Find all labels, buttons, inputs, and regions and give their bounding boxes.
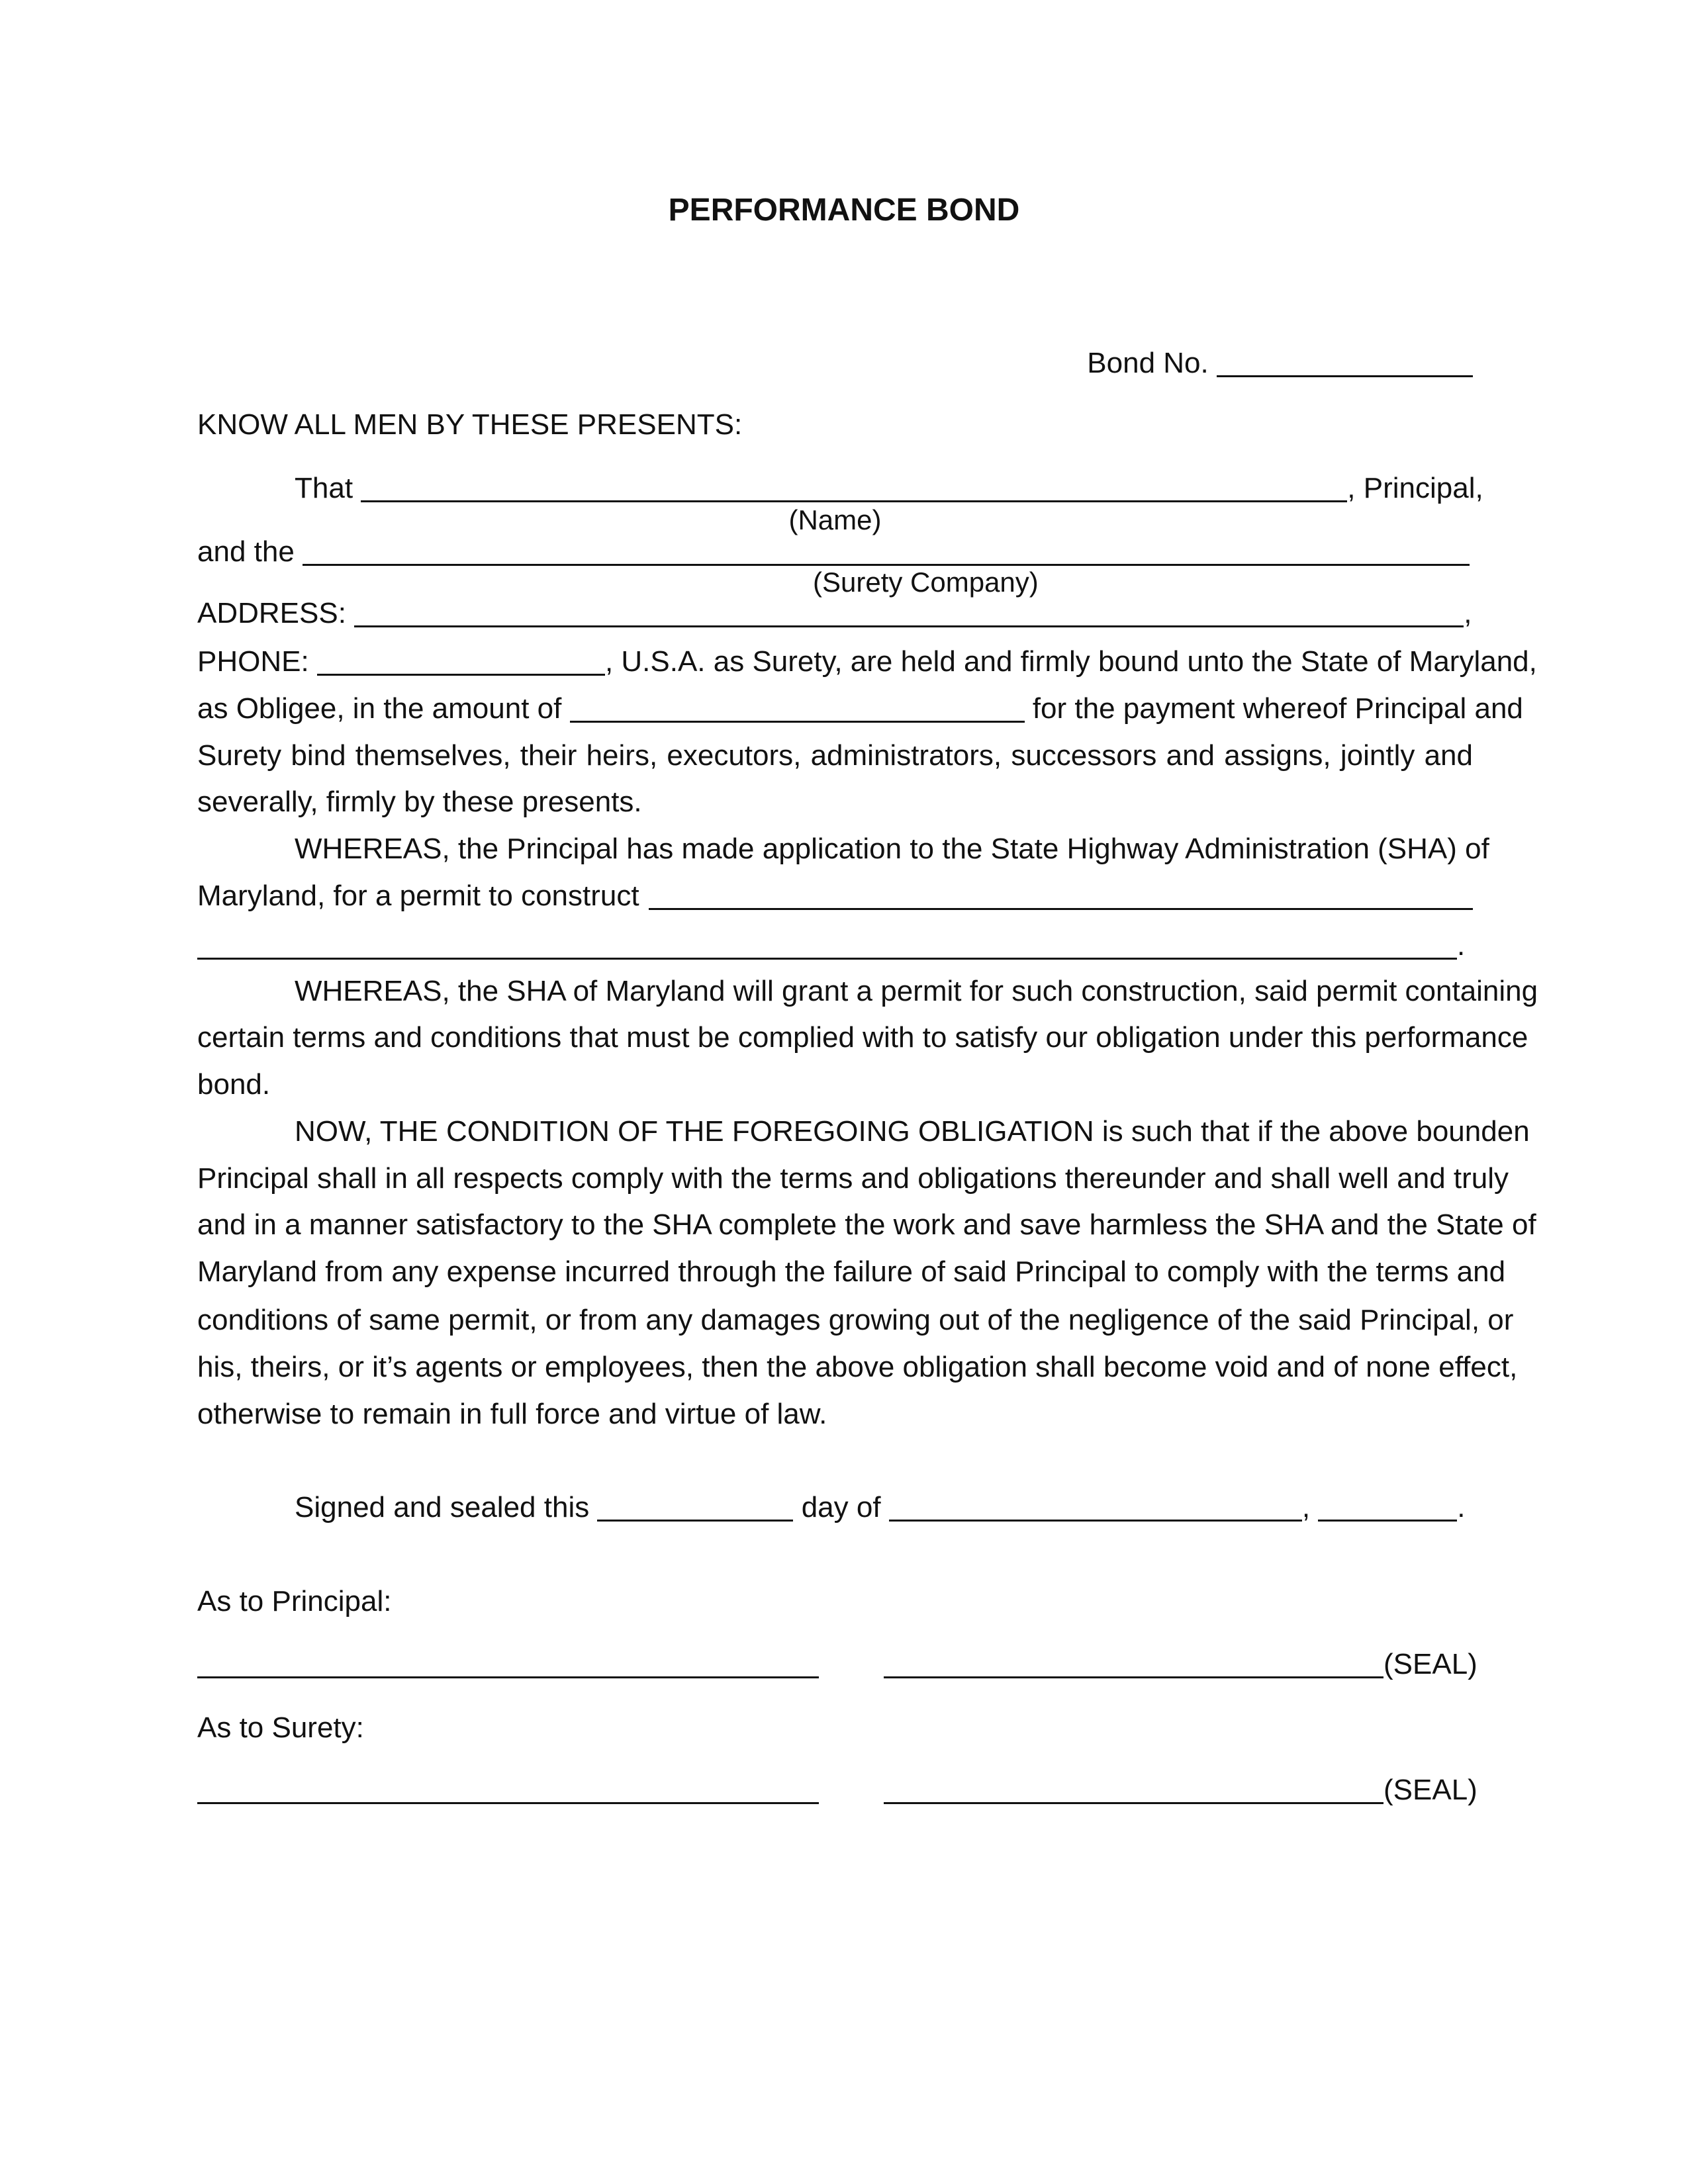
construct-field-2[interactable] [197, 922, 1457, 960]
surety-caption: (Surety Company) [813, 567, 1039, 598]
paragraph-line: Principal shall in all respects comply with the terms and obligations thereunder and shall well and truly [197, 1162, 1509, 1195]
surety-signature-row [197, 1766, 1477, 1813]
paragraph-line: WHEREAS, the Principal has made application to the State Highway Administration (SHA) of [295, 833, 1489, 865]
address-row [197, 590, 1473, 637]
paragraph-line: WHEREAS, the SHA of Maryland will grant a permit for such construction, said permit containing [295, 975, 1538, 1007]
paragraph-line: his, theirs, or it’s agents or employees, then the above obligation shall become void and of none effect, [197, 1351, 1518, 1383]
surety-signature-line[interactable] [884, 1766, 1383, 1804]
that-label: That [295, 472, 353, 504]
day-field[interactable] [597, 1484, 793, 1522]
paragraph-line: Maryland from any expense incurred through the failure of said Principal to comply with the terms and [197, 1255, 1506, 1288]
seal-label: (SEAL) [1383, 1648, 1477, 1680]
amount-field[interactable] [570, 685, 1025, 723]
and-the-label: and the [197, 535, 295, 568]
amount-row [197, 685, 1523, 732]
year-field[interactable] [1318, 1484, 1457, 1522]
surety-witness-line[interactable] [197, 1766, 819, 1804]
address-label: ADDRESS: [197, 597, 346, 629]
phone-row [197, 638, 1537, 685]
obligee-text: as Obligee, in the amount of [197, 692, 562, 725]
paragraph-line: otherwise to remain in full force and virtue of law. [197, 1398, 827, 1430]
period: . [1457, 929, 1466, 962]
bond-no-field[interactable] [1217, 340, 1473, 377]
seal-label: (SEAL) [1383, 1774, 1477, 1806]
paragraph-line: conditions of same permit, or from any damages growing out of the negligence of the said Principal, or [197, 1304, 1514, 1336]
paragraph-line: severally, firmly by these presents. [197, 786, 642, 818]
paragraph-line: bond. [197, 1068, 271, 1101]
paragraph-line: certain terms and conditions that must be complied with to satisfy our obligation under this performance [197, 1021, 1528, 1054]
principal-witness-line[interactable] [197, 1641, 819, 1678]
construct-row-2 [197, 922, 1473, 969]
month-field[interactable] [889, 1484, 1302, 1522]
address-field[interactable] [354, 590, 1464, 627]
comma: , [1301, 1491, 1311, 1524]
construct-row [197, 872, 1473, 919]
principal-signature-row [197, 1641, 1477, 1688]
bond-no-label: Bond No. [1087, 347, 1209, 379]
name-caption: (Name) [788, 504, 882, 535]
principal-signature-line[interactable] [884, 1641, 1383, 1678]
signed-row [197, 1484, 1473, 1531]
construct-text: Maryland, for a permit to construct [197, 880, 639, 912]
paragraph-line: Surety bind themselves, their heirs, executors, administrators, successors and assigns, jointly and [197, 739, 1473, 772]
comma: , [1464, 597, 1472, 629]
as-to-principal-label: As to Principal: [197, 1585, 392, 1617]
as-to-surety-label: As to Surety: [197, 1711, 364, 1744]
paragraph-line: and in a manner satisfactory to the SHA complete the work and save harmless the SHA and the State of [197, 1208, 1536, 1241]
phone-field[interactable] [317, 638, 605, 676]
document-title: PERFORMANCE BOND [668, 193, 1020, 228]
period: . [1457, 1491, 1466, 1524]
day-of-text: day of [801, 1491, 881, 1524]
signed-text: Signed and sealed this [295, 1491, 590, 1524]
know-all-heading: KNOW ALL MEN BY THESE PRESENTS: [197, 408, 743, 441]
payment-text: for the payment whereof Principal and [1032, 692, 1523, 725]
bond-no-row [197, 340, 1473, 387]
construct-field[interactable] [649, 872, 1473, 910]
phone-rest-text: , U.S.A. as Surety, are held and firmly bound unto the State of Maryland, [604, 645, 1537, 678]
phone-label: PHONE: [197, 645, 309, 678]
paragraph-line: NOW, THE CONDITION OF THE FOREGOING OBLIGATION is such that if the above bounden [295, 1115, 1530, 1148]
principal-label: , Principal, [1347, 472, 1483, 504]
